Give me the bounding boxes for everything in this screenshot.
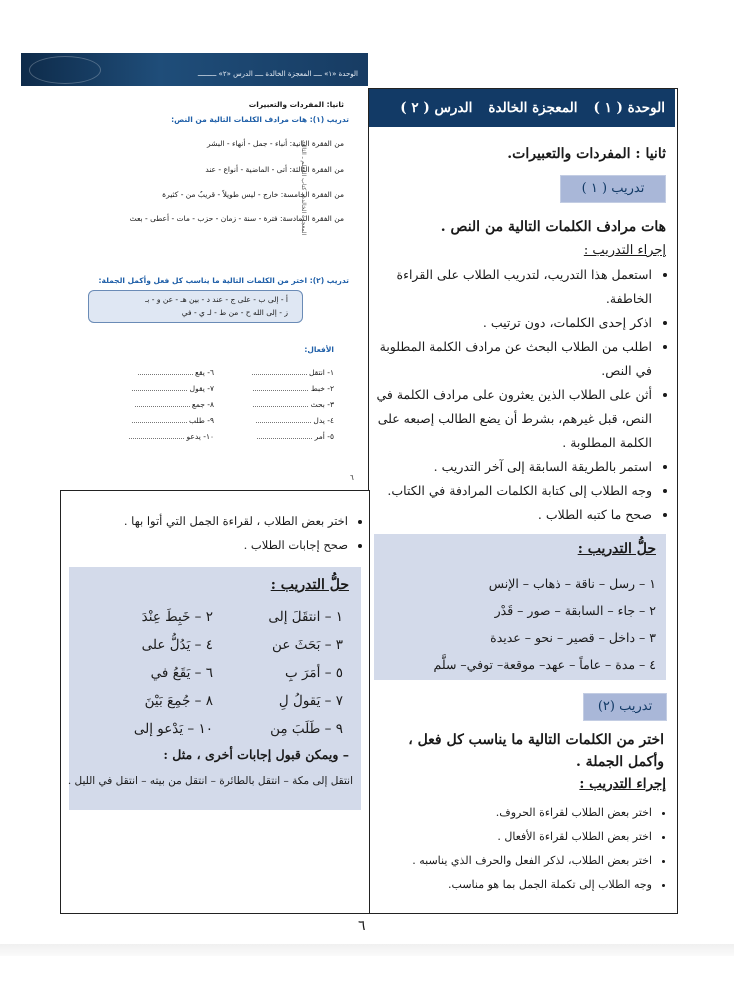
- procedure-step: • أثن على الطلاب الذين يعثرون على مرادف الكلمة في النص، قبل غيرهم، بشرط أن يضع الطالب إصبعه على الكلمة المطلوبة .: [372, 383, 652, 455]
- thumbnail-row: من الفقرة الثانية: أنباء - جمل - أنهاء - البشر: [207, 139, 344, 148]
- procedure-step: • اختر بعض الطلاب لقراءة الحروف.: [372, 801, 652, 825]
- solution-line: ٣ – داخل – قصير – نحو – عديدة: [490, 630, 656, 645]
- procedure-step: • اذكر إحدى الكلمات، دون ترتيب .: [372, 311, 652, 335]
- thumbnail-row: من الفقرة السادسة: فترة - سنة - زمان - حزب - مات - أعطى - بعث: [129, 214, 344, 223]
- thumbnail-row: من الفقرة الثالثة: أتى - الماضية - أنواع - عند: [205, 165, 344, 174]
- procedure-step: • اختر بعض الطلاب لقراءة الأفعال .: [372, 825, 652, 849]
- solution-item: ٢ – خَبِطَ عِنْدَ: [141, 609, 213, 625]
- thumbnail-options-box: [88, 290, 303, 323]
- exercise2-instruction: اختر من الكلمات التالية ما يناسب كل فعل ، وأكمل الجملة .: [408, 732, 664, 770]
- procedure-step: • وجه الطلاب إلى كتابة الكلمات المرادفة في الكتاب.: [372, 479, 652, 503]
- solution-item: ٧ – يَقولُ لِ: [278, 693, 343, 709]
- thumbnail-verb: ٣- بحث: [310, 400, 334, 409]
- procedure-step: • اختر بعض الطلاب ، لقراءة الجمل التي أتوا بها .: [70, 509, 348, 533]
- solution-item: ٦ – يَقَعُ في: [150, 665, 213, 681]
- thumbnail-verbs-left: [94, 368, 214, 448]
- procedure-step: • صحح ما كتبه الطلاب .: [372, 503, 652, 527]
- solution-item: ١٠ – يَدْعو إلى: [133, 721, 213, 737]
- thumbnail-exercise1: تدريب (١): هات مرادف الكلمات التالية من النص:: [171, 115, 349, 124]
- procedure-step: • اطلب من الطلاب البحث عن مرادف الكلمة المطلوبة في النص.: [372, 335, 652, 383]
- thumbnail-verb: ٦- يقع: [195, 368, 214, 377]
- page-edge-shadow: [0, 944, 734, 956]
- thumbnail-options-line: أ - إلى ب - على ج - عند د - بين هـ - عن و - بـ: [145, 295, 288, 304]
- thumbnail-side-note: المعجزة الخالدة ـ كتاب المعلم ـ الثالث: [300, 140, 307, 236]
- other-answers-note: – ويمكن قبول إجابات أخرى ، مثل :: [163, 747, 349, 762]
- page-number: ٦: [358, 918, 366, 934]
- thumbnail-verb: ٧- يقول: [189, 384, 214, 393]
- thumbnail-verb: ٤- يدل: [313, 416, 334, 425]
- solution-label: حلُّ التدريب :: [577, 541, 656, 557]
- solution-item: ٤ – يَدُلُّ على: [141, 637, 213, 653]
- thumbnail-options-line: ز - إلى الله ح - من ط - لـ ي - في: [181, 308, 288, 317]
- section-title: ثانيا : المفردات والتعبيرات.: [507, 146, 666, 162]
- exercise1-steps: [372, 263, 664, 527]
- solution-line: ٤ – مدة – عاماً – عهد– موقعة– توفي– سلَّم: [433, 657, 656, 672]
- procedure-step: • استعمل هذا التدريب، لتدريب الطلاب على القراءة الخاطفة.: [372, 263, 652, 311]
- solution-item: ٨ – جُمِعَ بَيْنَ: [144, 693, 213, 709]
- solution-label: حلُّ التدريب :: [270, 577, 349, 593]
- exercise1-procedure-label: إجراء التدريب :: [583, 243, 666, 258]
- solution-line: ٢ – جاء – السابقة – صور – قَدْر: [494, 603, 656, 618]
- lesson-title: المعجزة الخالدة: [488, 100, 578, 116]
- thumbnail-banner: [21, 53, 368, 86]
- solution-item: ٣ – بَحَثَ عن: [272, 637, 343, 653]
- solution-item: ١ – انتقَلَ إلى: [268, 609, 343, 625]
- exercise2-steps: [372, 801, 664, 897]
- thumbnail-verb: ٩- طلب: [189, 416, 214, 425]
- thumbnail-verb: ١٠- يدعو: [186, 432, 214, 441]
- thumbnail-row: من الفقرة الخامسة: خارج - ليس طويلاً - قريبٌ من - كثيرة: [162, 190, 344, 199]
- exercise1-solution-box: [374, 534, 666, 680]
- procedure-step: • اختر بعض الطلاب، لذكر الفعل والحرف الذي يناسبه .: [372, 849, 652, 873]
- thumbnail-verb: ٨- جمع: [191, 400, 214, 409]
- solution-item: ٥ – أمَرَ بِ: [284, 665, 343, 681]
- example-answers: انتقل إلى مكة – انتقل بالطائرة – انتقل من بيته – انتقل في الليل .: [67, 775, 353, 787]
- thumbnail-banner-title: الوحدة «١» ــــ المعجزة الخالدة ــــ الدرس «٢» ـــــــــ: [197, 70, 358, 78]
- procedure-step: • استمر بالطريقة السابقة إلى آخر التدريب .: [372, 455, 652, 479]
- lesson-header: [369, 89, 675, 127]
- thumbnail-page-number: ٦: [350, 474, 354, 482]
- thumbnail-exercise2: تدريب (٢): اختر من الكلمات التالية ما يناسب كل فعل وأكمل الجملة:: [98, 276, 349, 285]
- unit-label: الوحدة ( ١ ): [593, 100, 665, 116]
- thumbnail-verbs-label: الأفعال:: [304, 345, 334, 354]
- solution-item: ٩ – طَلَبَ مِن: [270, 721, 343, 737]
- exercise1-instruction: هات مرادف الكلمات التالية من النص .: [440, 219, 666, 235]
- thumbnail-section-title: ثانيا: المفردات والتعبيرات: [248, 100, 344, 109]
- solution-line: ١ – رسل – ناقة – ذهاب – الإنس: [488, 576, 656, 591]
- solution-grid: [83, 609, 343, 737]
- thumbnail-verb: ٥- أمر: [314, 432, 334, 441]
- exercise1-tab: تدريب ( ١ ): [560, 175, 666, 203]
- exercise2-procedure-label: إجراء التدريب :: [579, 776, 666, 792]
- exercise2-solution-box: [69, 567, 361, 810]
- procedure-step: • صحح إجابات الطلاب .: [70, 533, 348, 557]
- exercise2-continued-steps: [70, 509, 360, 557]
- exercise2-tab: تدريب (٢): [583, 693, 667, 721]
- thumbnail-verb: ٢- خبط: [310, 384, 334, 393]
- thumbnail-verbs-right: [214, 368, 334, 448]
- decorative-swirl-icon: [29, 56, 101, 84]
- thumbnail-verb: ١- انتقل: [308, 368, 334, 377]
- lesson-number: الدرس ( ٢ ): [400, 100, 473, 116]
- procedure-step: • وجه الطلاب إلى تكملة الجمل بما هو مناسب.: [372, 873, 652, 897]
